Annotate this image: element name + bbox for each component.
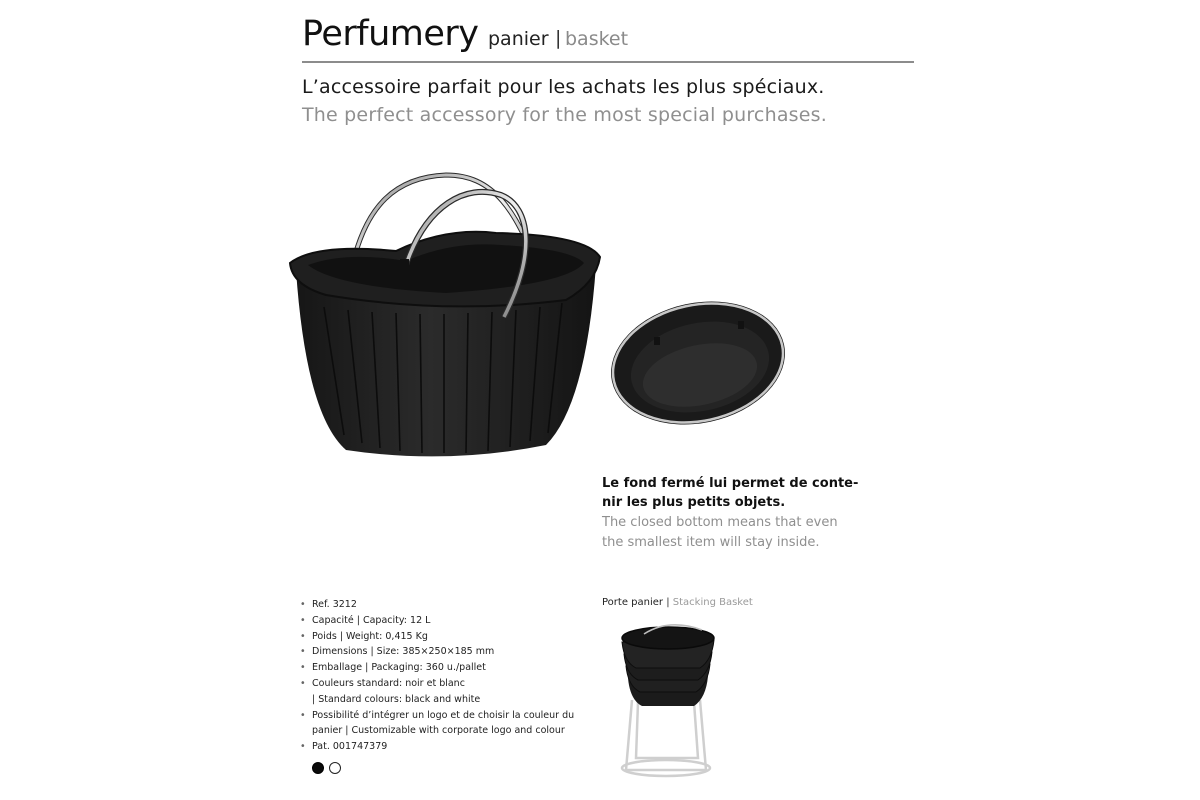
header-divider (302, 61, 914, 63)
bullet: • (300, 741, 306, 753)
color-swatches (312, 759, 346, 778)
spec-line: Couleurs standard: noir et blanc (312, 677, 465, 689)
basket-top-view-image (606, 293, 790, 435)
tagline-english: The perfect accessory for the most special purchases. (302, 104, 827, 126)
spec-line: Poids | Weight: 0,415 Kg (312, 630, 428, 642)
bullet: • (300, 677, 306, 689)
spec-line: Ref. 3212 (312, 599, 357, 610)
spec-line: Emballage | Packaging: 360 u./pallet (312, 662, 486, 674)
bullet: • (300, 630, 306, 642)
bullet: • (300, 709, 306, 721)
title-separator: | (555, 27, 562, 49)
bullet: • (300, 599, 306, 610)
caption-french-line-1: Le fond fermé lui permet de conte- (602, 476, 859, 491)
spec-packaging (298, 660, 598, 676)
caption-english-line-2: the smallest item will stay inside. (602, 535, 820, 550)
caption-english-line-1: The closed bottom means that even (602, 515, 838, 530)
page-title: Perfumery (302, 14, 479, 54)
bullet: • (300, 614, 306, 626)
stand-title-french: Porte panier (602, 597, 664, 608)
spec-line: Pat. 001747379 (312, 741, 388, 753)
title-french: panier (488, 28, 549, 50)
bullet: • (300, 662, 306, 674)
spec-line: | Standard colours: black and white (312, 693, 481, 705)
stacking-basket-image (614, 620, 716, 780)
spec-line: panier | Customizable with corporate logo and colour (312, 725, 565, 737)
color-swatch-white[interactable] (329, 762, 341, 774)
spec-patent (298, 739, 598, 755)
specs-list (298, 597, 598, 755)
spec-dimensions (298, 644, 598, 660)
header (302, 12, 914, 62)
stand-title-separator: | (666, 597, 670, 608)
spec-colours (298, 676, 598, 708)
spec-weight (298, 629, 598, 645)
title-english: basket (565, 28, 629, 50)
closed-bottom-caption (602, 474, 862, 553)
spec-reference (298, 597, 598, 613)
tagline-french: L’accessoire parfait pour les achats les plus spéciaux. (302, 76, 825, 98)
caption-french-line-2: nir les plus petits objets. (602, 495, 786, 510)
spec-line: Capacité | Capacity: 12 L (312, 614, 431, 626)
basket-main-image (286, 165, 606, 465)
spec-line: Dimensions | Size: 385×250×185 mm (312, 646, 495, 658)
spec-line: Possibilité d’intégrer un logo et de choisir la couleur du (312, 709, 575, 721)
stand-title-english: Stacking Basket (672, 597, 753, 608)
spec-customization (298, 708, 598, 740)
spec-capacity (298, 613, 598, 629)
bullet: • (300, 646, 306, 658)
stand-title (602, 597, 753, 608)
color-swatch-black[interactable] (312, 762, 324, 774)
